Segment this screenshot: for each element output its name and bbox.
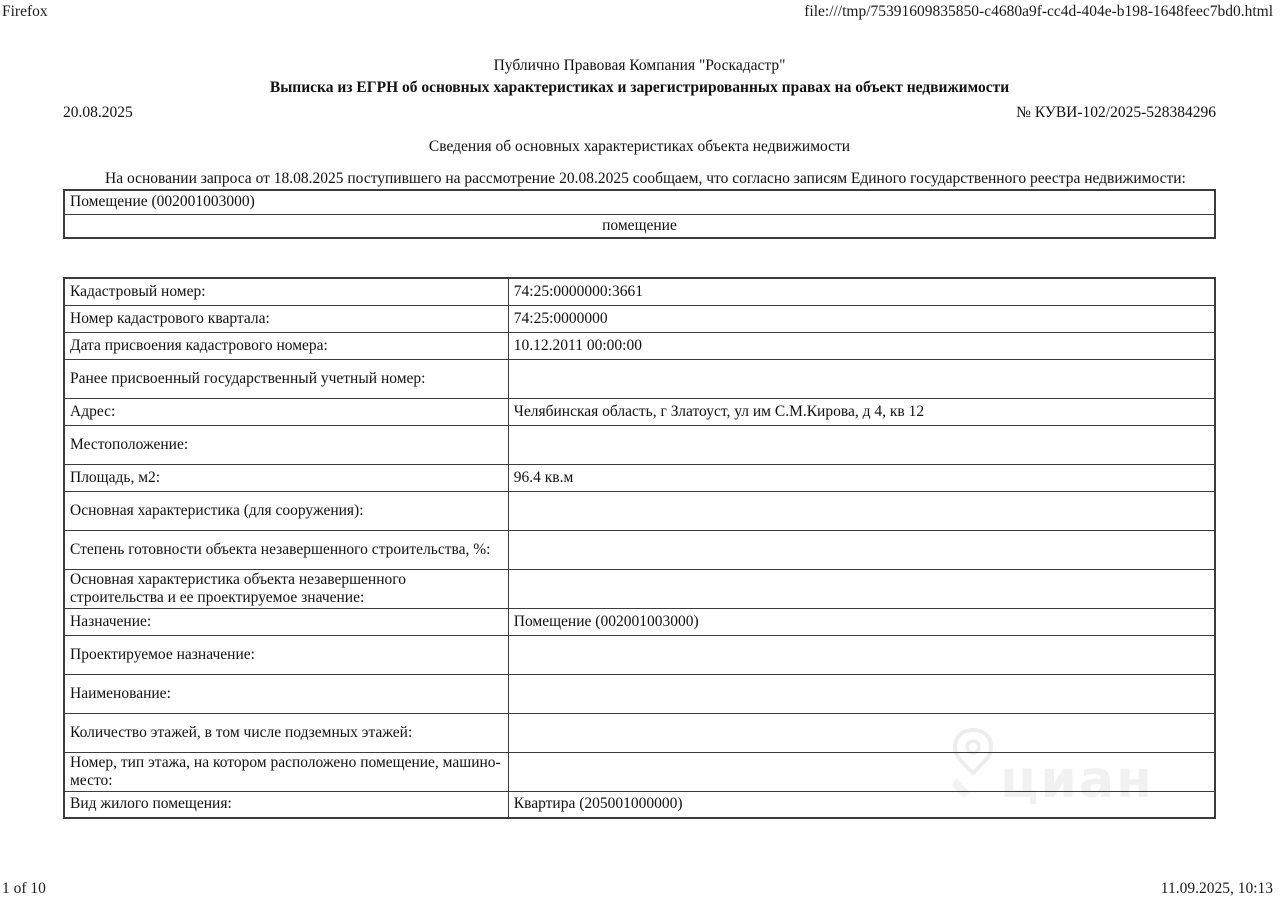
row-value: Челябинская область, г Златоуст, ул им С.М.Кирова, д 4, кв 12: [508, 398, 1215, 425]
row-value: 74:25:0000000: [508, 305, 1215, 332]
characteristics-table: [63, 277, 1216, 819]
row-label: Ранее присвоенный государственный учетный номер:: [64, 359, 508, 398]
table-row: [64, 713, 1215, 752]
table-row: [64, 530, 1215, 569]
row-value: [508, 752, 1215, 791]
row-label: Номер кадастрового квартала:: [64, 305, 508, 332]
table-row: [64, 359, 1215, 398]
row-label: Площадь, м2:: [64, 464, 508, 491]
row-value: Квартира (205001000000): [508, 791, 1215, 818]
print-footer-page-indicator: 1 of 10: [2, 880, 46, 897]
table-row: [64, 332, 1215, 359]
row-value: [508, 713, 1215, 752]
row-label: Степень готовности объекта незавершенного строительства, %:: [64, 530, 508, 569]
document-page: [63, 0, 1216, 819]
document-date: 20.08.2025: [63, 104, 133, 121]
print-footer-datetime: 11.09.2025, 10:13: [1160, 880, 1273, 897]
table-row: [64, 425, 1215, 464]
row-value: 96.4 кв.м: [508, 464, 1215, 491]
row-value: [508, 635, 1215, 674]
table-row: [64, 190, 1215, 214]
row-label: Адрес:: [64, 398, 508, 425]
document-meta-row: [63, 103, 1216, 122]
object-kind-cell: помещение: [64, 214, 1215, 238]
row-value: [508, 674, 1215, 713]
row-label: Номер, тип этажа, на котором расположено помещение, машино-место:: [64, 752, 508, 791]
watermark-text: циан: [1000, 750, 1154, 810]
row-value: [508, 569, 1215, 608]
table-row: [64, 398, 1215, 425]
row-label: Количество этажей, в том числе подземных этажей:: [64, 713, 508, 752]
table-row: [64, 491, 1215, 530]
table-row: [64, 305, 1215, 332]
row-label: Местоположение:: [64, 425, 508, 464]
row-label: Основная характеристика объекта незавершенного строительства и ее проектируемое значение:: [64, 569, 508, 608]
row-label: Кадастровый номер:: [64, 278, 508, 305]
row-value: [508, 359, 1215, 398]
print-header-title: Firefox: [2, 3, 48, 20]
intro-paragraph: На основании запроса от 18.08.2025 поступившего на рассмотрение 20.08.2025 сообщаем, что согласно записям Единого государственного реестра недвижимости:: [105, 170, 1186, 187]
table-row: [64, 752, 1215, 791]
table-row: [64, 674, 1215, 713]
row-label: Проектируемое назначение:: [64, 635, 508, 674]
table-row: [64, 569, 1215, 608]
table-row: [64, 608, 1215, 635]
table-row: [64, 791, 1215, 818]
row-label: Наименование:: [64, 674, 508, 713]
row-value: [508, 530, 1215, 569]
object-type-table: [63, 189, 1216, 239]
row-label: Вид жилого помещения:: [64, 791, 508, 818]
section-title: Сведения об основных характеристиках объекта недвижимости: [428, 138, 851, 155]
row-label: Назначение:: [64, 608, 508, 635]
row-value: [508, 425, 1215, 464]
row-label: Дата присвоения кадастрового номера:: [64, 332, 508, 359]
table-row: [64, 635, 1215, 674]
print-footer: [2, 879, 1273, 898]
row-label: Основная характеристика (для сооружения):: [64, 491, 508, 530]
document-number: № КУВИ-102/2025-528384296: [1016, 104, 1216, 121]
table-row: [64, 278, 1215, 305]
object-type-cell: Помещение (002001003000): [64, 190, 1215, 214]
row-value: [508, 491, 1215, 530]
org-name: Публично Правовая Компания "Роскадастр": [493, 57, 786, 74]
document-title: Выписка из ЕГРН об основных характеристиках и зарегистрированных правах на объект недвижимости: [269, 79, 1010, 96]
row-value: 74:25:0000000:3661: [508, 278, 1215, 305]
table-row: [64, 214, 1215, 238]
row-value: Помещение (002001003000): [508, 608, 1215, 635]
row-value: 10.12.2011 00:00:00: [508, 332, 1215, 359]
print-header-url: file:///tmp/75391609835850-c4680a9f-cc4d-404e-b198-1648feec7bd0.html: [804, 3, 1273, 20]
table-row: [64, 464, 1215, 491]
